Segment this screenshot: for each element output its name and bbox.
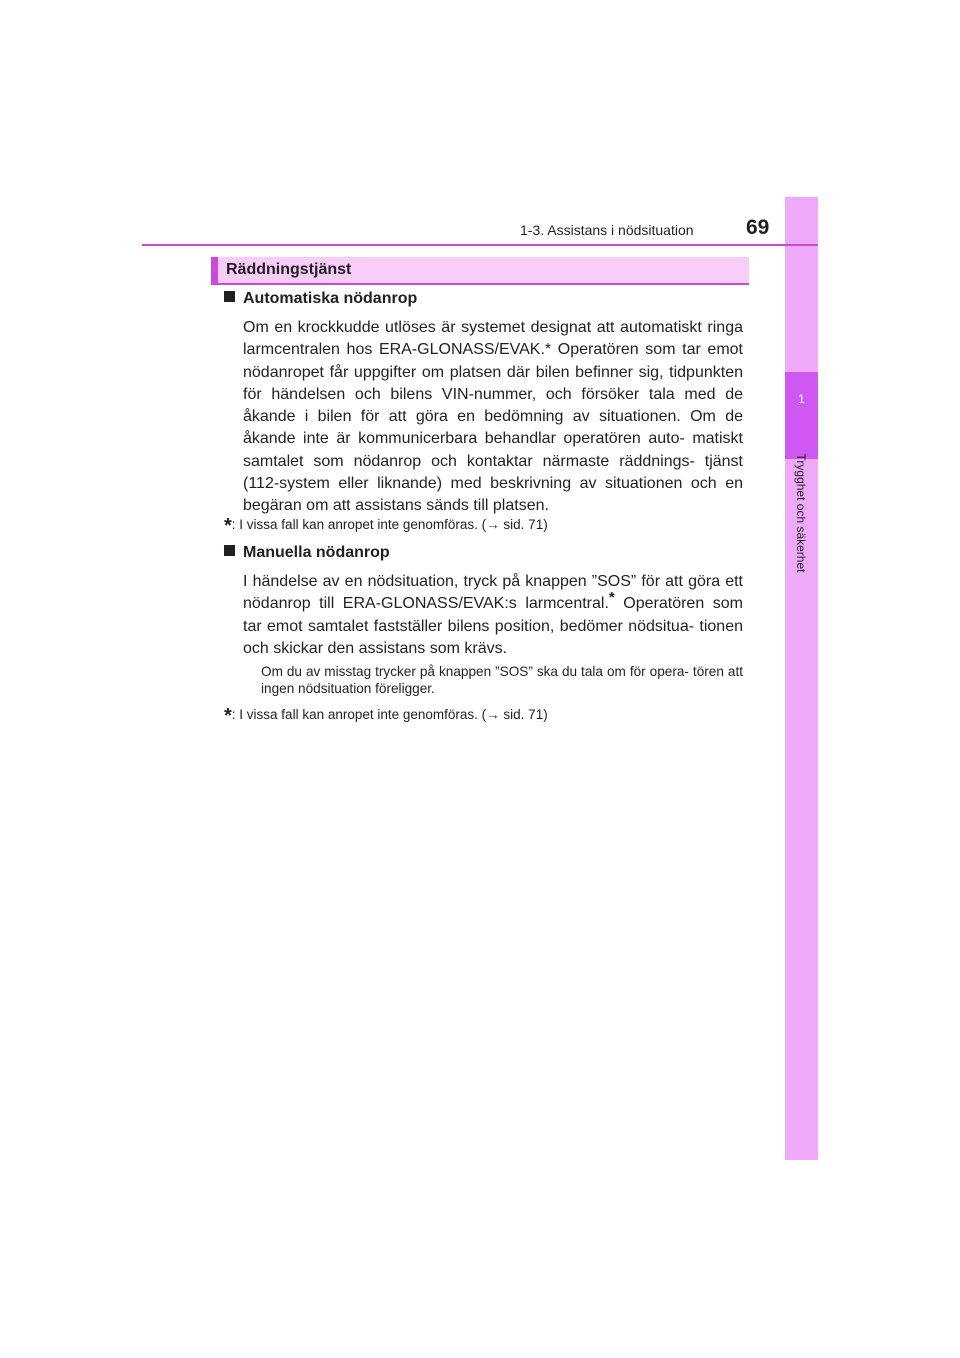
automatic-footnote bbox=[224, 515, 548, 538]
side-chapter-tab bbox=[785, 372, 818, 459]
section-title: Räddningstjänst bbox=[226, 261, 352, 278]
title-accent-bar bbox=[211, 257, 218, 285]
header-rule bbox=[142, 244, 818, 246]
manual-body-part2: Operatören som tar emot samtalet fastställer bilens position, bedömer nödsitua- tionen och skickar den assistans som krävs. bbox=[243, 595, 743, 657]
automatic-body: Om en krockkudde utlöses är systemet designat att automatiskt ringa larmcentralen hos ERA-GLONASS/EVAK.* Operatören som tar emot nödanropet får uppgifter om platsen där bilen befinner sig, tidpunkten för händelsen och bilens VIN-nummer, och försöker tala med de åkande i bilen för att göra en bedömning av situationen. Om de åkande inte är kommunicerbara behandlar operatören auto- matiskt samtalet som nödanrop och kontaktar närmaste räddnings- tjänst (112-system eller liknande) med beskrivning av situationen och en begäran om att assistans sänds till platsen. bbox=[243, 319, 743, 515]
page-number: 69 bbox=[746, 216, 770, 239]
square-bullet-icon bbox=[224, 291, 235, 302]
manual-heading bbox=[224, 544, 390, 562]
manual-body-part1: I händelse av en nödsituation, tryck på knappen ”SOS” för att göra ett nödanrop till ERA-GLONASS/EVAK:s larmcentral. bbox=[243, 573, 743, 613]
automatic-heading-text: Automatiska nödanrop bbox=[243, 290, 418, 307]
chapter-number: 1 bbox=[798, 392, 805, 406]
footnote-star: * bbox=[224, 515, 232, 537]
manual-body-star: * bbox=[608, 589, 615, 607]
manual-note: Om du av misstag trycker på knappen ”SOS” ska du tala om för opera- tören att ingen nödsituation föreligger. bbox=[261, 664, 743, 696]
square-bullet-icon bbox=[224, 545, 235, 556]
automatic-heading bbox=[224, 290, 417, 308]
manual-footnote-text: : I vissa fall kan anropet inte genomföras. (→ sid. 71) bbox=[231, 707, 548, 722]
side-chapter-strip bbox=[785, 197, 818, 1160]
running-header: 1-3. Assistans i nödsituation bbox=[520, 222, 694, 238]
footnote-star: * bbox=[224, 705, 232, 727]
chapter-title: Trygghet och säkerhet bbox=[794, 453, 808, 573]
manual-heading-text: Manuella nödanrop bbox=[243, 544, 390, 561]
automatic-footnote-text: : I vissa fall kan anropet inte genomföras. (→ sid. 71) bbox=[231, 517, 548, 532]
section-title-box bbox=[211, 257, 749, 285]
manual-footnote bbox=[224, 705, 548, 728]
manual-body bbox=[243, 571, 743, 660]
